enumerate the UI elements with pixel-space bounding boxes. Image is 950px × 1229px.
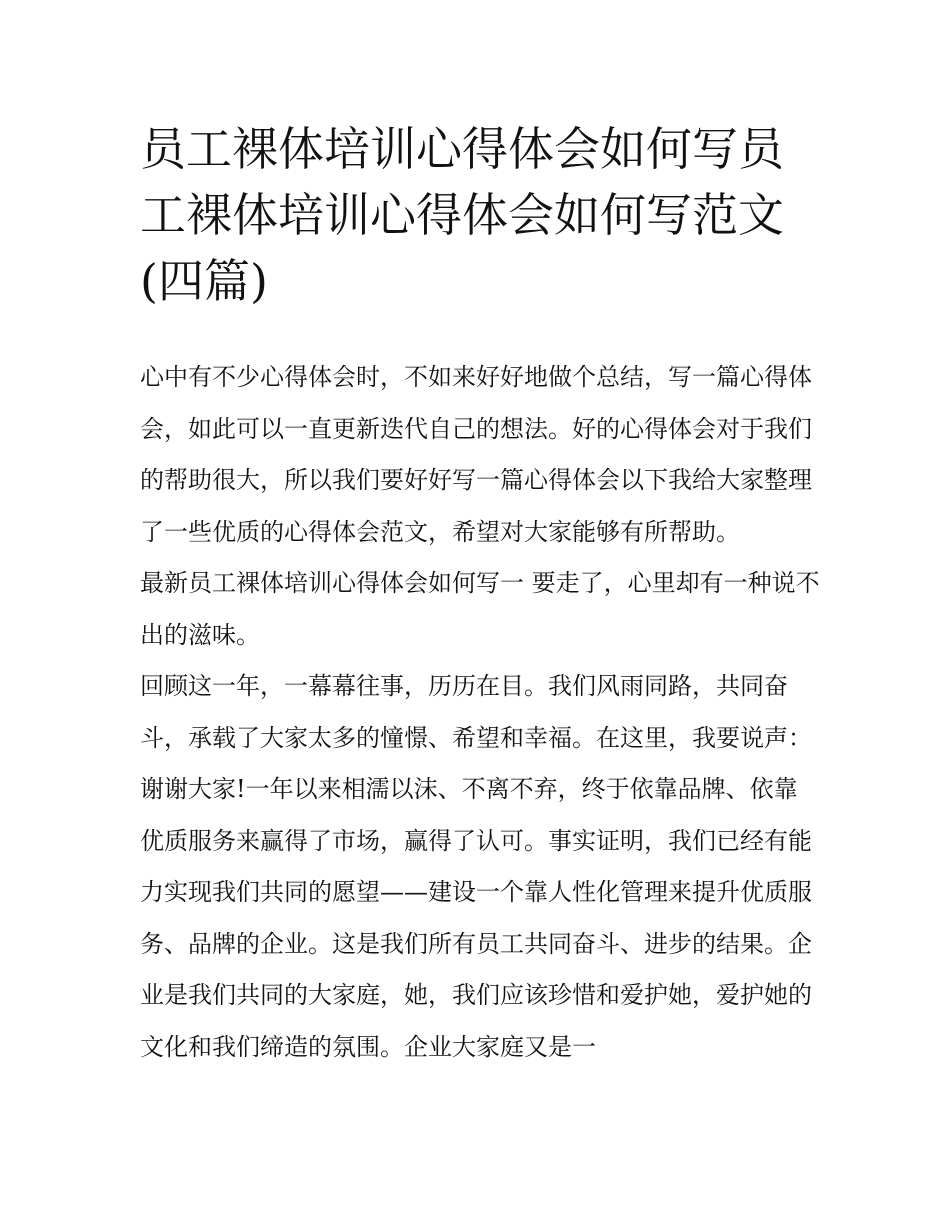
document-body [140,352,820,1073]
paragraph-body: 回顾这一年，一幕幕往事，历历在目。我们风雨同路，共同奋斗，承载了大家太多的憧憬、希望和幸福。在这里，我要说声：谢谢大家!一年以来相濡以沫、不离不弃，终于依靠品牌、依靠优质服务来赢得了市场，赢得了认可。事实证明，我们已经有能力实现我们共同的愿望——建设一个靠人性化管理来提升优质服务、品牌的企业。这是我们所有员工共同奋斗、进步的结果。企业是我们共同的大家庭，她，我们应该珍惜和爱护她，爱护她的文化和我们缔造的氛围。企业大家庭又是一 [140,672,812,1061]
paragraph-intro: 心中有不少心得体会时，不如来好好地做个总结，写一篇心得体会，如此可以一直更新迭代自己的想法。好的心得体会对于我们的帮助很大，所以我们要好好写一篇心得体会以下我给大家整理了一些优质的心得体会范文，希望对大家能够有所帮助。 [140,363,812,546]
paragraph-section-heading: 最新员工裸体培训心得体会如何写一 要走了，心里却有一种说不出的滋味。 [140,569,820,649]
document-title: 员工裸体培训心得体会如何写员工裸体培训心得体会如何写范文(四篇) [140,122,784,308]
